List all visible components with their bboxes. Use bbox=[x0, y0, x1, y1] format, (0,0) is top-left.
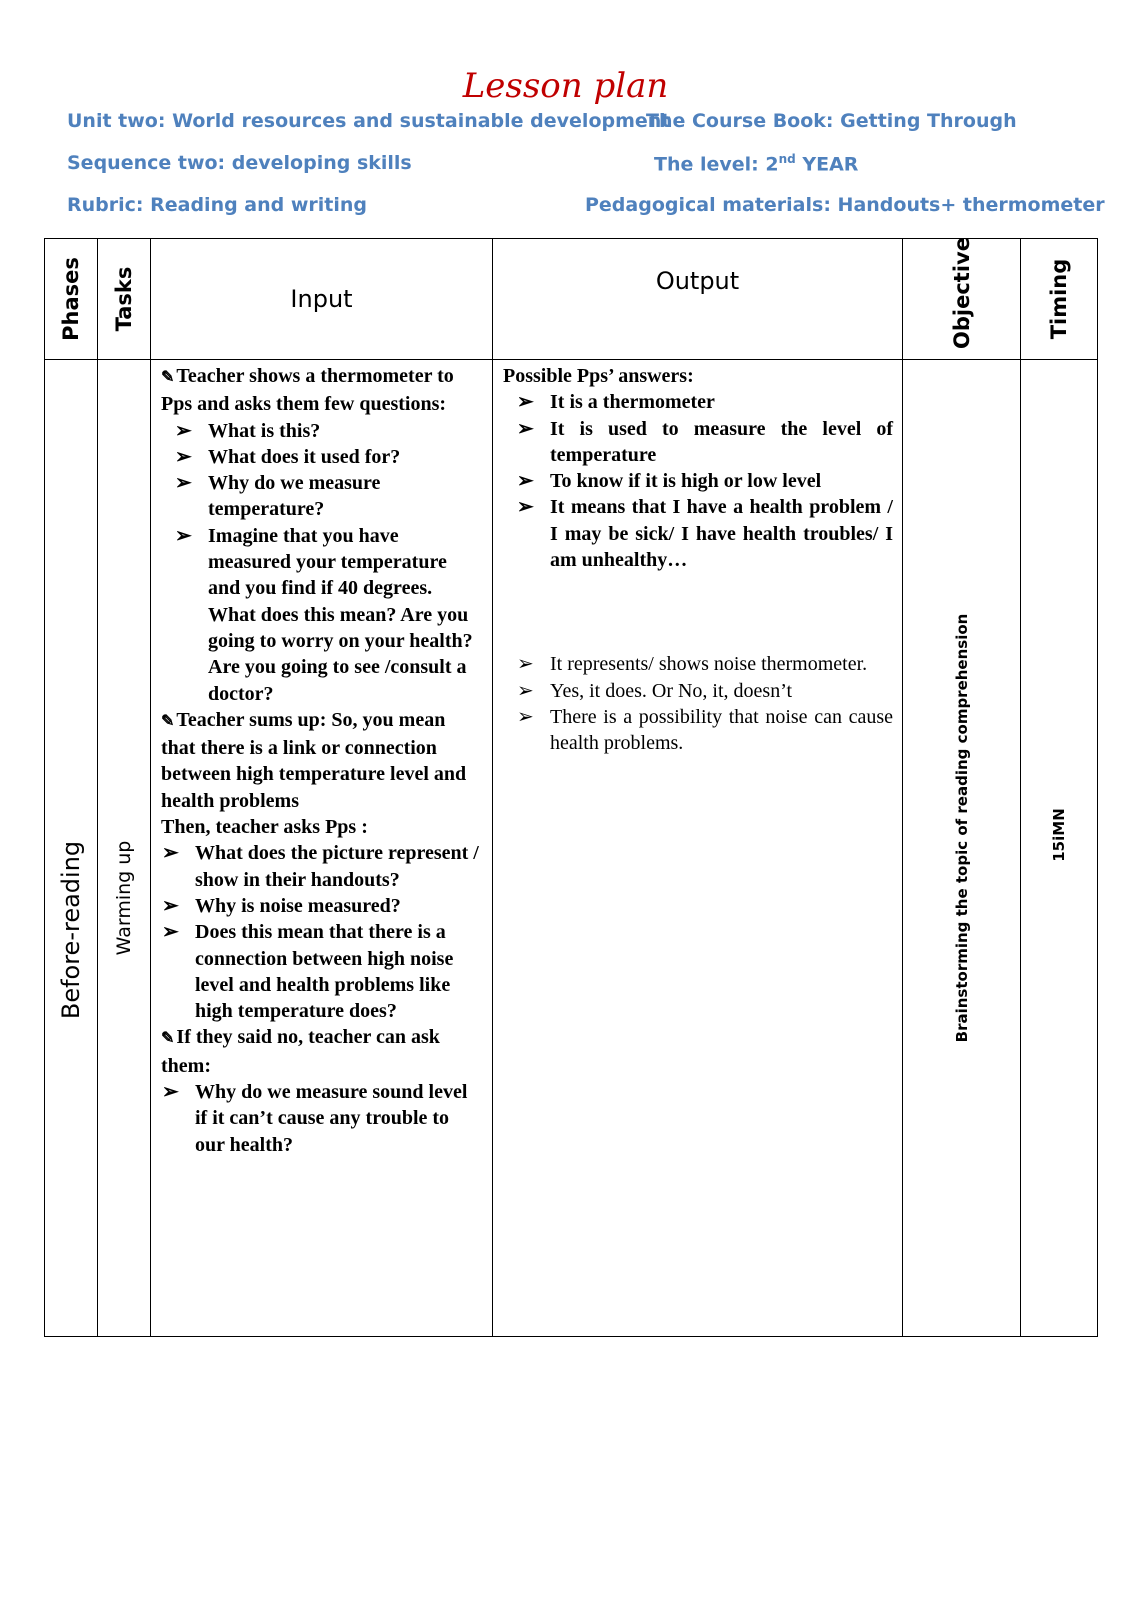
task-label: Warming up bbox=[113, 840, 135, 956]
arrow-bullet-icon: ➢ bbox=[162, 894, 179, 917]
list-item: ➢ There is a possibility that noise can cause health problems. bbox=[517, 705, 893, 755]
arrow-bullet-icon: ➢ bbox=[162, 921, 179, 944]
arrow-bullet-icon: ➢ bbox=[175, 445, 192, 468]
list-item: ➢ What is this? bbox=[161, 418, 483, 444]
list-item: ➢ What does it used for? bbox=[161, 444, 483, 470]
arrow-bullet-icon: ➢ bbox=[517, 496, 534, 519]
input-questions-1 bbox=[161, 418, 483, 707]
arrow-bullet-icon: ➢ bbox=[517, 705, 534, 728]
level-label bbox=[654, 152, 858, 175]
spacer bbox=[503, 573, 893, 651]
header-objective bbox=[903, 239, 1021, 360]
input-intro bbox=[161, 363, 483, 418]
scissors-icon: ✎ bbox=[161, 1030, 175, 1048]
input-questions-2 bbox=[161, 840, 483, 1024]
materials-label: Pedagogical materials: Handouts+ thermometer bbox=[585, 194, 1105, 216]
course-book-label: The Course Book: Getting Through bbox=[646, 110, 1017, 132]
timing-cell bbox=[1021, 360, 1098, 1337]
header-output: Output bbox=[493, 239, 903, 360]
arrow-bullet-icon: ➢ bbox=[517, 391, 534, 414]
input-intro-text: Teacher shows a thermometer to Pps and asks them few questions: bbox=[161, 365, 454, 416]
input-then: Then, teacher asks Pps : bbox=[161, 816, 368, 839]
header-timing bbox=[1021, 239, 1098, 360]
level-prefix: The level: 2 bbox=[654, 153, 779, 176]
objective-label: Brainstorming the topic of reading comprehension bbox=[952, 613, 971, 1043]
header-input: Input bbox=[151, 239, 493, 360]
list-item: ➢ It represents/ shows noise thermometer. bbox=[503, 651, 893, 677]
list-item: ➢ Imagine that you have measured your temperature and you find if 40 degrees. What does this mean? Are you going to worry on your health? Are you going to see /consult a doctor? bbox=[175, 524, 473, 705]
list-item: ➢ What does the picture represent / show in their handouts? bbox=[162, 842, 479, 891]
list-item: ➢ Yes, it does. Or No, it, doesn’t bbox=[503, 678, 893, 704]
input-followup bbox=[161, 1024, 483, 1079]
header-phases-label: Phases bbox=[59, 257, 83, 341]
output-answers-2 bbox=[503, 651, 893, 756]
phase-cell bbox=[45, 360, 98, 1337]
lesson-plan-table bbox=[44, 238, 1098, 1337]
output-heading: Possible Pps’ answers: bbox=[503, 365, 694, 387]
list-item: ➢ Why is noise measured? bbox=[161, 893, 483, 919]
input-summary bbox=[161, 707, 483, 814]
input-followup-text: If they said no, teacher can ask them: bbox=[161, 1026, 440, 1077]
arrow-bullet-icon: ➢ bbox=[162, 1081, 179, 1104]
header-objective-label: Objective bbox=[949, 237, 974, 349]
table-header-row bbox=[45, 239, 1098, 360]
list-item: ➢ Does this mean that there is a connection between high noise level and health problems like high temperature does? bbox=[162, 921, 454, 1023]
list-item: ➢ Why do we measure temperature? bbox=[175, 472, 381, 521]
arrow-bullet-icon: ➢ bbox=[175, 419, 192, 442]
table-row bbox=[45, 360, 1098, 1337]
phase-label: Before-reading bbox=[57, 840, 85, 1020]
header-tasks-label: Tasks bbox=[112, 266, 136, 332]
arrow-bullet-icon: ➢ bbox=[162, 842, 179, 865]
arrow-bullet-icon: ➢ bbox=[175, 472, 192, 495]
output-content bbox=[493, 360, 902, 757]
header-tasks bbox=[98, 239, 151, 360]
arrow-bullet-icon: ➢ bbox=[517, 470, 534, 493]
arrow-bullet-icon: ➢ bbox=[517, 679, 534, 702]
arrow-bullet-icon: ➢ bbox=[175, 524, 192, 547]
input-summary-text: Teacher sums up: So, you mean that there is a link or connection between high temperature level and health problems bbox=[161, 708, 467, 812]
list-item: ➢ Why do we measure sound level if it can’t cause any trouble to our health? bbox=[162, 1081, 468, 1156]
sequence-label: Sequence two: developing skills bbox=[67, 152, 412, 174]
task-cell bbox=[98, 360, 151, 1337]
input-questions-3 bbox=[161, 1079, 483, 1158]
unit-label: Unit two: World resources and sustainable development bbox=[67, 110, 671, 132]
output-answers-1 bbox=[503, 389, 893, 573]
input-cell bbox=[151, 360, 493, 1337]
input-content bbox=[151, 360, 492, 1158]
header-timing-label: Timing bbox=[1047, 258, 1071, 340]
page-title: Lesson plan bbox=[462, 66, 669, 106]
list-item: ➢ To know if it is high or low level bbox=[503, 468, 893, 494]
list-item: ➢ It is used to measure the level of temperature bbox=[517, 417, 893, 466]
scissors-icon: ✎ bbox=[161, 712, 175, 730]
level-superscript: nd bbox=[778, 152, 796, 166]
scissors-icon: ✎ bbox=[161, 369, 175, 386]
list-item: ➢ It is a thermometer bbox=[503, 389, 893, 415]
timing-label: 15iMN bbox=[1050, 808, 1068, 862]
objective-cell bbox=[903, 360, 1021, 1337]
output-cell bbox=[493, 360, 903, 1337]
rubric-label: Rubric: Reading and writing bbox=[67, 194, 368, 216]
list-item: ➢ It means that I have a health problem / I may be sick/ I have health troubles/ I am unhealthy… bbox=[517, 496, 893, 572]
header-phases bbox=[45, 239, 98, 360]
arrow-bullet-icon: ➢ bbox=[517, 653, 534, 676]
level-suffix: YEAR bbox=[795, 153, 859, 176]
arrow-bullet-icon: ➢ bbox=[517, 417, 534, 440]
